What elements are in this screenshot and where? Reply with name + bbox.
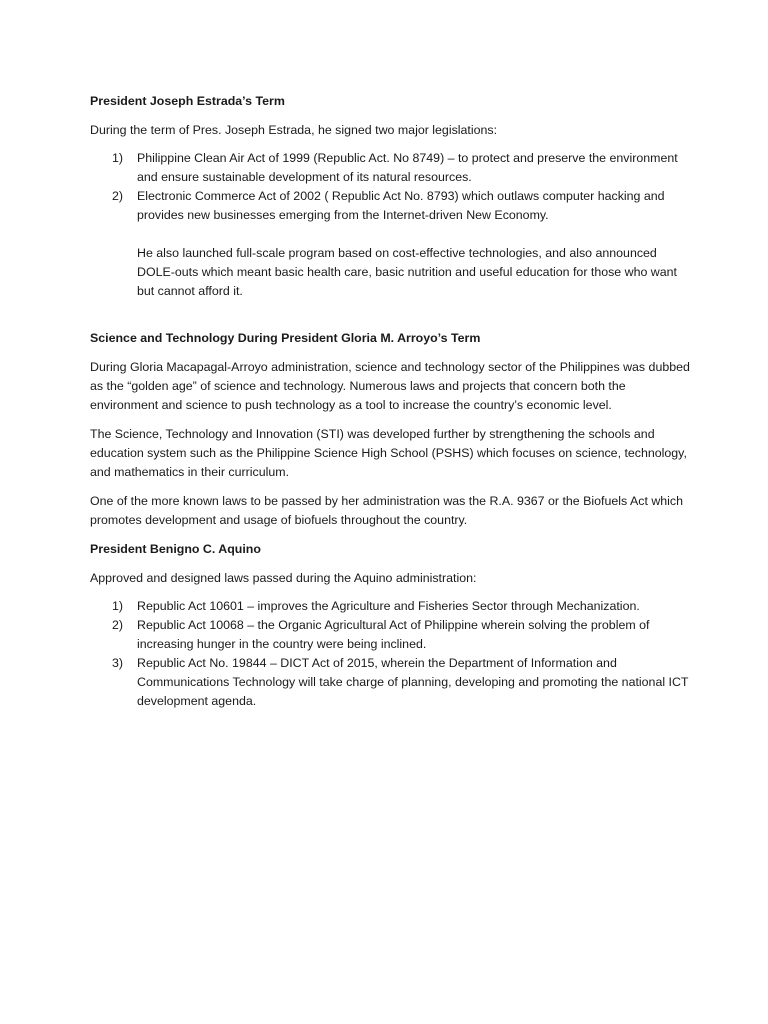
list-item <box>90 149 690 187</box>
section-estrada-note: He also launched full-scale program based on cost-effective technologies, and also announced DOLE-outs which meant basic health care, basic nutrition and useful education for those who want but cannot afford it. <box>137 246 677 298</box>
document-page <box>90 92 690 711</box>
section-estrada-title: President Joseph Estrada’s Term <box>90 94 285 108</box>
list-item <box>90 616 690 654</box>
section-aquino-title: President Benigno C. Aquino <box>90 542 261 556</box>
section-arroyo-title: Science and Technology During President Gloria M. Arroyo’s Term <box>90 331 481 345</box>
list-item-text: Republic Act 10068 – the Organic Agricultural Act of Philippine wherein solving the problem of increasing hunger in the country were being inclined. <box>137 618 650 651</box>
list-item-number: 2) <box>112 189 124 203</box>
list-item-text: Republic Act 10601 – improves the Agriculture and Fisheries Sector through Mechanization. <box>137 599 640 613</box>
estrada-legislation-list <box>90 149 690 225</box>
list-item-text: Electronic Commerce Act of 2002 ( Republic Act No. 8793) which outlaws computer hacking and provides new businesses emerging from the Internet-driven New Economy. <box>137 189 665 222</box>
list-item <box>90 187 690 225</box>
list-item-number: 2) <box>112 618 124 632</box>
section-arroyo-paragraph-3: One of the more known laws to be passed by her administration was the R.A. 9367 or the Biofuels Act which promotes development and usage of biofuels throughout the country. <box>90 494 684 527</box>
section-arroyo-paragraph-1: During Gloria Macapagal-Arroyo administration, science and technology sector of the Philippines was dubbed as the “golden age” of science and technology. Numerous laws and projects that concern both the environment and science to push technology as a tool to increase the country’s economic level. <box>90 360 690 412</box>
list-item-number: 3) <box>112 656 124 670</box>
list-item-text: Republic Act No. 19844 – DICT Act of 2015, wherein the Department of Information and Communications Technology will take charge of planning, developing and promoting the national ICT development agenda. <box>137 656 689 708</box>
aquino-law-list <box>90 597 690 711</box>
list-item <box>90 654 690 711</box>
section-aquino-intro: Approved and designed laws passed during the Aquino administration: <box>90 571 477 585</box>
section-estrada-intro: During the term of Pres. Joseph Estrada, he signed two major legislations: <box>90 123 498 137</box>
list-item-number: 1) <box>112 599 124 613</box>
section-arroyo-paragraph-2: The Science, Technology and Innovation (STI) was developed further by strengthening the schools and education system such as the Philippine Science High School (PSHS) which focuses on science, technology, and mathematics in their curriculum. <box>90 427 687 479</box>
list-item-number: 1) <box>112 151 124 165</box>
list-item <box>90 597 690 616</box>
list-item-text: Philippine Clean Air Act of 1999 (Republic Act. No 8749) – to protect and preserve the environment and ensure sustainable development of its natural resources. <box>137 151 678 184</box>
